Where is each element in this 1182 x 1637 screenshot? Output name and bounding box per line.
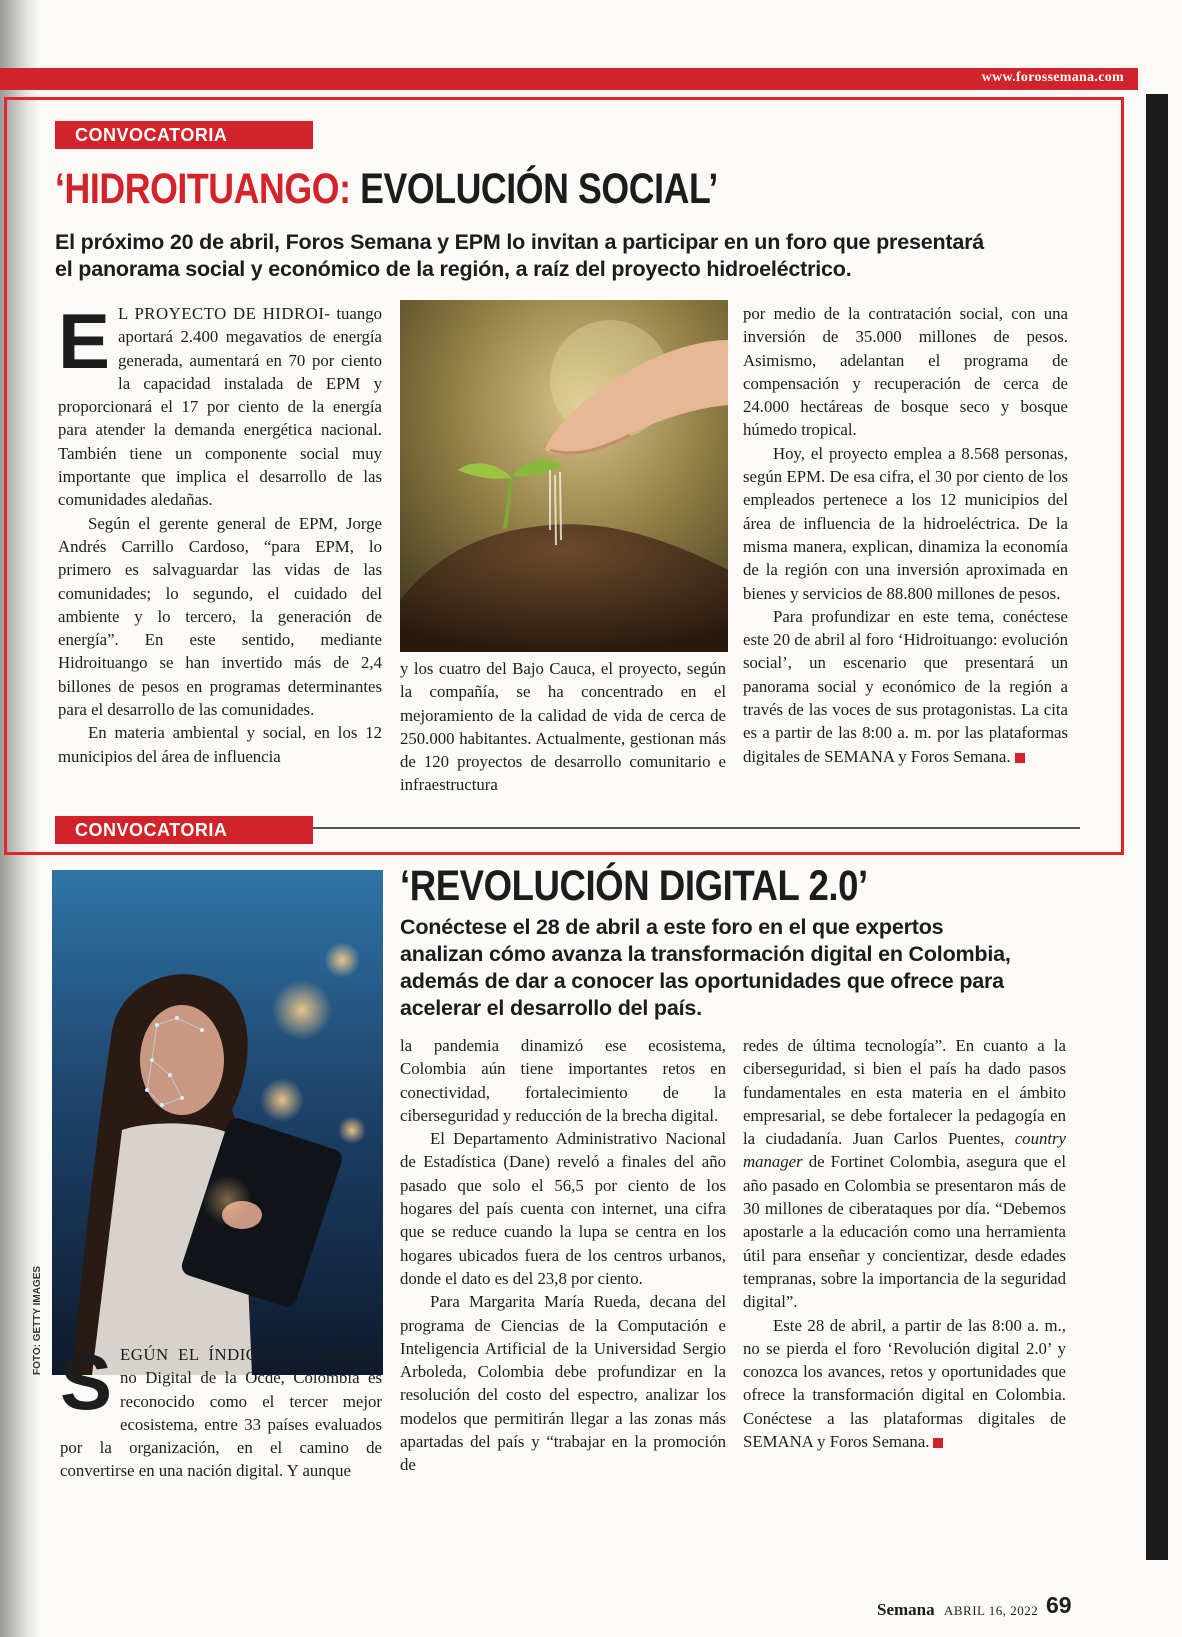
article2-lead-caps: EGÚN EL ÍNDICE DE GOBIER- <box>120 1345 382 1364</box>
article2-deck-line2: analizan cómo avanza la transformación digital en Colombia, <box>400 942 1011 966</box>
article1-dropcap: E <box>58 297 111 385</box>
article1-paragraph-2: Según el gerente general de EPM, Jorge Andrés Carrillo Cardoso, “para EPM, lo primero es salvaguardar las vidas de las comunidades; lo segundo, el cuidado del ambiente y lo tercero, la generación de energía”. En este sentido, mediante Hidroituango se han invertido más de 2,4 billones de pesos en programas determinantes para el desarrollo de las comunidades. <box>58 513 382 720</box>
article2-deck <box>400 914 1080 1022</box>
article1-paragraph-3: En materia ambiental y social, en los 12 municipios del área de influencia <box>58 723 382 766</box>
woman-tablet-photo <box>52 870 383 1375</box>
article2-column-2-paragraph-1: la pandemia dinamizó ese ecosistema, Colombia aún tiene importantes retos en conectividad, fortalecimiento de la ciberseguridad y reducción de la brecha digital. <box>400 1036 726 1125</box>
article1-deck-line1: El próximo 20 de abril, Foros Semana y EPM lo invitan a participar en un foro que presentará <box>55 230 985 254</box>
article2-headline: ‘REVOLUCIÓN DIGITAL 2.0’ <box>400 862 868 910</box>
article2-column-2-paragraph-3: Para Margarita María Rueda, decana del programa de Ciencias de la Computación e Inteligencia Artificial de la Universidad Sergio Arboleda, Colombia debe profundizar en la resolución del costo del espectro, analizar los modelos que permitirán llegar a las zonas más apartadas del país y “trabajar en la promoción de <box>400 1292 726 1475</box>
photo-credit: FOTO: GETTY IMAGES <box>32 1265 43 1375</box>
article2-dropcap: S <box>60 1338 113 1426</box>
article1-highlight-box <box>4 97 1124 855</box>
article1-column-3-paragraph-2: Hoy, el proyecto emplea a 8.568 personas, según EPM. De esa cifra, el 30 por ciento de los empleados pertenece a los 12 municipios del área de influencia de la hidroeléctrica. De la misma manera, explican, dinamiza la economía de la región con una inversión aproximada en bienes y servicios de 88.800 millones de pesos. <box>743 443 1068 603</box>
article2-deck-line3: además de dar a conocer las oportunidades que ofrece para <box>400 969 1004 993</box>
article2-column-3-paragraph-2 <box>743 1314 1066 1454</box>
article2-column-3 <box>743 1034 1066 1453</box>
article1-column-3-paragraph-1: por medio de la contratación social, con una inversión de 35.000 millones de pesos. Asimismo, adelantan el programa de compensación y recuperación de cerca de 24.000 hectáreas de bosque seco y bosque húmedo tropical. <box>743 304 1068 440</box>
article2-column-1-text: no Digital de la Ocde, Colombia es reconocido como el tercer mejor ecosistema, entre 33 países evaluados por la organización, en el camino de convertirse en una nación digital. Y aunque <box>60 1368 382 1481</box>
article1-deck-line2: el panorama social y económico de la región, a raíz del proyecto hidroeléctrico. <box>55 257 852 281</box>
top-red-band <box>0 68 1138 90</box>
article2-column-3-paragraph-1 <box>743 1034 1066 1314</box>
article2-deck-line4: acelerar el desarrollo del país. <box>400 996 702 1020</box>
article1-column-2-text: y los cuatro del Bajo Cauca, el proyecto, según la compañía, se ha concentrado en el mejoramiento de la calidad de vida de cerca de 250.000 habitantes. Actualmente, gestionan más de 120 proyectos de desarrollo comunitario e infraestructura <box>400 659 726 795</box>
article2-col3-text-a: redes de última tecnología”. En cuanto a la ciberseguridad, si bien el país ha dado pasos fundamentales en esta materia en el ámbito empresarial, se debe fortalecer la pedagogía en la ciudadanía. Juan Carlos Puentes, <box>743 1036 1066 1149</box>
article2-closing-text: Este 28 de abril, a partir de las 8:00 a. m., no se pierda el foro ‘Revolución digital 2.0’ y conozca los avances, retos y oportunidades que ofrece la transformación digital en Colombia. Conéctese a las plataformas digitales de SEMANA y Foros Semana. <box>743 1315 1066 1452</box>
article1-section-tag: CONVOCATORIA <box>55 121 313 149</box>
article1-headline-red: ‘HIDROITUANGO: <box>55 165 351 213</box>
article2-column-2-paragraph-2: El Departamento Administrativo Nacional de Estadística (Dane) reveló a finales del año pasado que solo el 56,5 por ciento de los hogares del país cuenta con internet, una cifra que se reduce cuando la lupa se centra en los hogares ubicados fuera de los centros urbanos, donde el dato es del 23,8 por ciento. <box>400 1129 726 1288</box>
footer-page-number: 69 <box>1046 1592 1072 1618</box>
article2-deck-line1: Conéctese el 28 de abril a este foro en el que expertos <box>400 915 944 939</box>
article2-column-2 <box>400 1034 726 1477</box>
article1-headline-black: EVOLUCIÓN SOCIAL’ <box>360 165 718 213</box>
article1-closing-text: Para profundizar en este tema, conéctese este 20 de abril al foro ‘Hidroituango: evolución social’, un escenario que presentará un panorama social y económico de la región a través de las voces de sus protagonistas. La cita es a partir de las 8:00 a. m. por las plataformas digitales de SEMANA y Foros Semana. <box>743 606 1068 766</box>
end-mark-icon <box>933 1438 943 1448</box>
article2-col3-text-b: de Fortinet Colombia, asegura que el año pasado en Colombia se presentaron más de 30 millones de ciberataques por día. “Debemos apostarle a la educación como una herramienta útil para enseñar y concientizar, desde edades tempranas, sobre la importancia de la seguridad digital”. <box>743 1152 1066 1312</box>
right-edge-bar <box>1146 94 1168 1560</box>
site-url: www.forossemana.com <box>981 70 1124 85</box>
article1-paragraph-1-text: tuango aportará 2.400 megavatios de energía generada, aumentará en 70 por ciento la capacidad instalada de EPM y proporcionará el 17 por ciento de la energía para atender la demanda energética nacional. También tiene un componente social muy importante que implica el desarrollo de las comunidades aledañas. <box>58 304 382 510</box>
article1-lead-caps: L PROYECTO DE HIDROI- <box>118 304 331 323</box>
country-manager-italic: country manager <box>743 1129 1066 1172</box>
article2-rule <box>313 827 1080 829</box>
woman-with-tablet-illustration <box>52 870 383 1375</box>
article2-column-1 <box>60 1338 382 1483</box>
footer-publication: Semana <box>877 1600 935 1619</box>
article2-section-tag: CONVOCATORIA <box>55 816 313 844</box>
footer-date: ABRIL 16, 2022 <box>944 1603 1039 1618</box>
